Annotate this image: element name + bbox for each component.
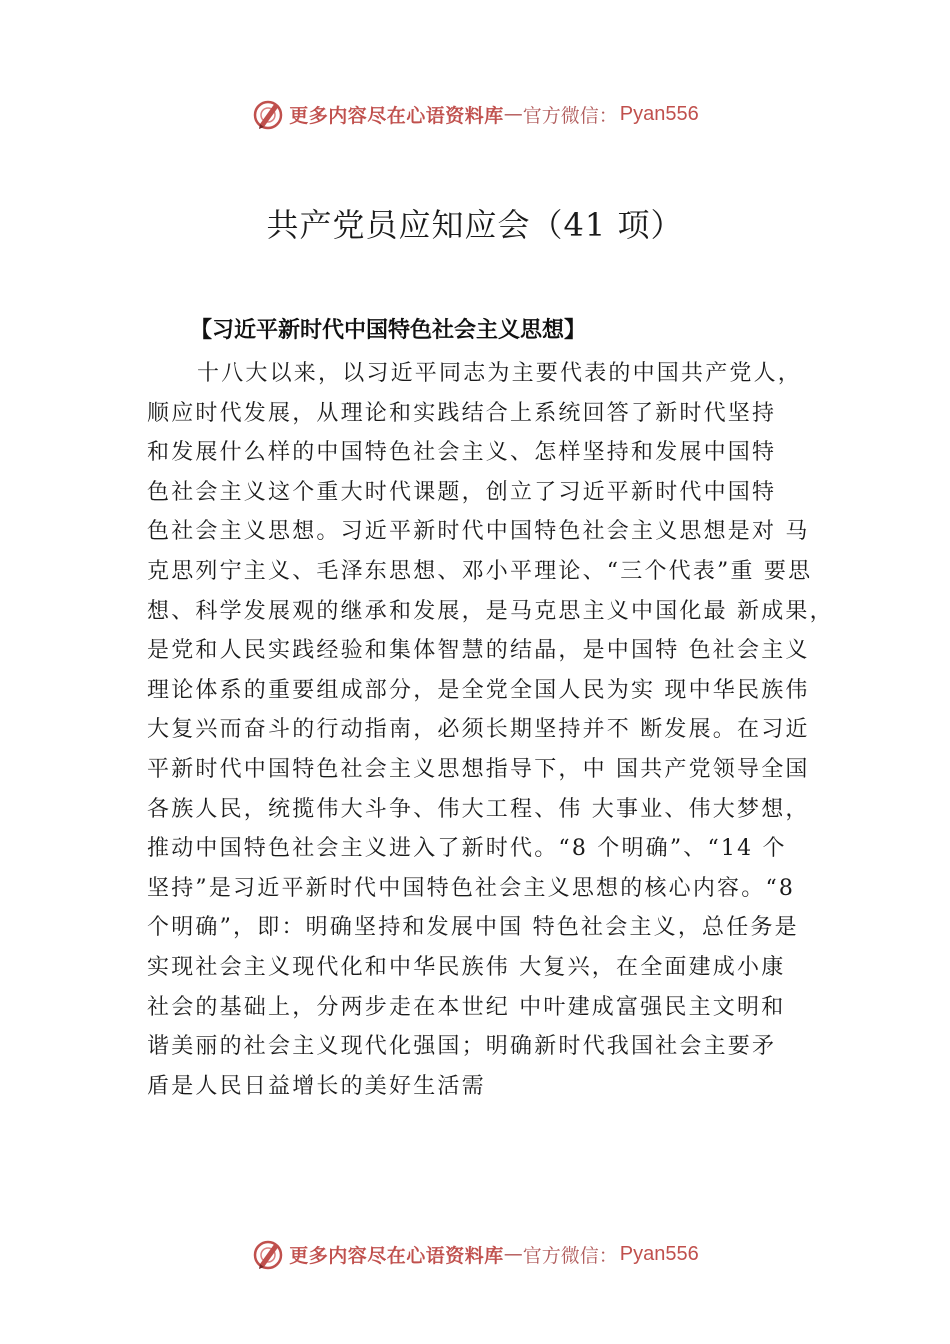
banner-text: 更多内容尽在心语资料库 [289, 1244, 504, 1267]
pen-logo-icon [251, 1237, 285, 1271]
section-heading: 【习近平新时代中国特色社会主义思想】 [190, 318, 587, 343]
banner-wechat-id: Pyan556 [619, 1242, 699, 1265]
body-line: 和发展什么样的中国特色社会主义、怎样坚持和发展中国特 [147, 440, 777, 466]
banner-wechat-id: Pyan556 [619, 102, 699, 125]
body-line: 个明确”，即：明确坚持和发展中国 特色社会主义，总任务是 [147, 915, 799, 941]
body-line: 色社会主义思想。习近平新时代中国特色社会主义思想是对 马 [147, 519, 810, 545]
header-banner [0, 94, 950, 134]
body-line: 是党和人民实践经验和集体智慧的结晶，是中国特 色社会主义 [147, 638, 810, 664]
banner-separator: — [503, 1243, 523, 1265]
body-line: 克思列宁主义、毛泽东思想、邓小平理论、“三个代表”重 要思 [147, 558, 813, 584]
banner-wechat-label: 官方微信： [522, 1244, 618, 1267]
body-line: 坚持”是习近平新时代中国特色社会主义思想的核心内容。“8 [147, 875, 796, 901]
body-line: 顺应时代发展，从理论和实践结合上系统回答了新时代坚持 [147, 400, 777, 426]
body-line: 实现社会主义现代化和中华民族伟 大复兴，在全面建成小康 [147, 954, 786, 980]
body-text [147, 354, 847, 1106]
body-line: 大复兴而奋斗的行动指南，必须长期坚持并不 断发展。在习近 [147, 717, 810, 743]
pen-logo-icon [251, 97, 285, 131]
body-line: 谐美丽的社会主义现代化强国；明确新时代我国社会主要矛 [147, 1034, 777, 1060]
document-title: 共产党员应知应会（41 项） [266, 206, 684, 244]
body-line: 色社会主义这个重大时代课题，创立了习近平新时代中国特 [147, 479, 777, 505]
footer-banner [0, 1234, 950, 1274]
body-line: 平新时代中国特色社会主义思想指导下，中 国共产党领导全国 [147, 756, 810, 782]
body-line: 想、科学发展观的继承和发展，是马克思主义中国化最 新成果， [147, 598, 834, 624]
body-line: 理论体系的重要组成部分，是全党全国人民为实 现中华民族伟 [147, 677, 810, 703]
banner-wechat-label: 官方微信： [522, 104, 618, 127]
body-line: 社会的基础上，分两步走在本世纪 中叶建成富强民主文明和 [147, 994, 786, 1020]
body-line: 推动中国特色社会主义进入了新时代。“8 个明确”、“14 个 [147, 836, 787, 862]
banner-separator: — [503, 103, 523, 125]
body-line: 十八大以来，以习近平同志为主要代表的中国共产党人， [197, 361, 803, 386]
body-line: 各族人民，统揽伟大斗争、伟大工程、伟 大事业、伟大梦想， [147, 796, 810, 822]
body-line: 盾是人民日益增长的美好生活需 [147, 1073, 486, 1099]
banner-text: 更多内容尽在心语资料库 [289, 104, 504, 127]
